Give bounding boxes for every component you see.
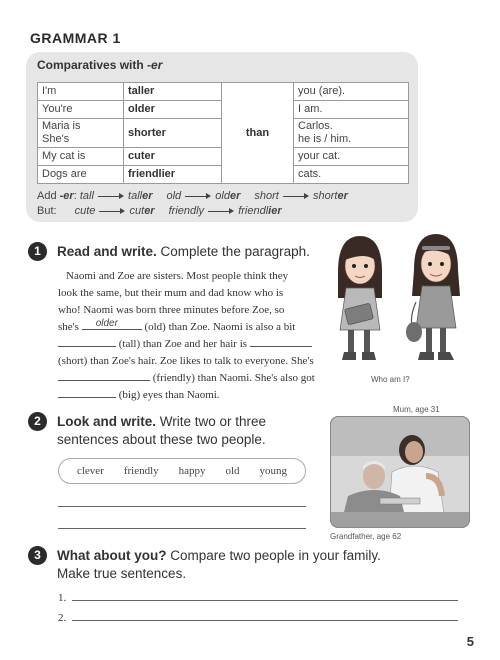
- writing-line[interactable]: [72, 620, 458, 621]
- arrow-icon: [283, 192, 309, 201]
- exercise-number-1: 1: [28, 242, 47, 261]
- word-bank-item: clever: [76, 465, 104, 477]
- subject-cell: My cat is: [38, 148, 124, 166]
- base-adjective: short: [254, 190, 279, 202]
- page-number: 5: [466, 634, 474, 649]
- rule-example: [75, 205, 155, 217]
- item-label-1: 1.: [58, 592, 67, 604]
- girl-right-figure: [406, 234, 460, 360]
- para-line-4: she's older (old) than Zoe. Naomi is also a bit: [58, 318, 296, 333]
- writing-line[interactable]: [58, 506, 306, 507]
- section-heading: GRAMMAR 1: [30, 30, 121, 46]
- photo-caption-grandfather: Grandfather, age 62: [330, 532, 402, 541]
- arrow-icon: [98, 192, 124, 201]
- illustration-caption: Who am I?: [371, 375, 410, 384]
- comparatives-table: [37, 82, 409, 184]
- subject-cell: You're: [38, 101, 124, 119]
- adjective-cell: friendlier: [124, 166, 222, 184]
- para-line-6: (short) than Zoe's hair. Zoe likes to talk to everyone. She's: [58, 355, 314, 367]
- word-bank-item: young: [259, 465, 288, 477]
- base-adjective: tall: [79, 190, 94, 202]
- base-adjective: friendly: [168, 205, 205, 217]
- object-cell: I am.: [294, 101, 409, 119]
- grammar-box-title: Comparatives with -er: [37, 58, 163, 72]
- arrow-icon: [208, 207, 234, 216]
- object-cell: your cat.: [294, 148, 409, 166]
- arrow-icon: [99, 207, 125, 216]
- exercise-number-2: 2: [28, 412, 47, 431]
- exercise-3-instruction: What about you? Compare two people in your family. Make true sentences.: [57, 548, 381, 581]
- para-line-7: (friendly) than Naomi. She's also got: [58, 370, 328, 387]
- family-photo: [330, 416, 470, 528]
- rule-example: [80, 190, 153, 202]
- comparative-ending: ier: [268, 205, 282, 217]
- table-row: [38, 83, 409, 101]
- comparative-ending: er: [337, 190, 348, 202]
- exercise-1-paragraph: [58, 268, 328, 404]
- item-label-2: 2.: [58, 612, 67, 624]
- base-adjective: old: [166, 190, 182, 202]
- comparative-stem: friendl: [238, 205, 269, 217]
- twin-girls-illustration: [330, 232, 480, 372]
- comparative-ending: er: [229, 190, 241, 202]
- comparative-stem: cut: [129, 205, 145, 217]
- exercise-2-instruction: Look and write. Write two or three sentences about these two people.: [57, 414, 267, 447]
- rule-example: [166, 190, 240, 202]
- writing-line[interactable]: [58, 528, 306, 529]
- answer-blank-short[interactable]: [250, 336, 312, 347]
- adjective-cell: cuter: [124, 148, 222, 166]
- girl-left-figure: [338, 236, 382, 360]
- word-bank-item: friendly: [123, 465, 159, 477]
- word-bank-item: old: [225, 465, 240, 477]
- adjective-cell: taller: [124, 83, 222, 101]
- comparative-stem: tall: [128, 190, 143, 202]
- object-cell: cats.: [294, 166, 409, 184]
- comparative-ending: er: [144, 205, 155, 217]
- answer-blank-big[interactable]: [58, 387, 116, 398]
- exercise-number-3: 3: [28, 546, 47, 565]
- base-adjective: cute: [74, 205, 96, 217]
- adjective-cell: older: [124, 101, 222, 119]
- object-cell: you (are).: [294, 83, 409, 101]
- rule-add: Add -er: tall taller old older short shorter: [37, 190, 348, 202]
- word-bank: [58, 458, 306, 484]
- rule-but: But: cute cuter friendly friendlier: [37, 205, 282, 217]
- adjective-cell: shorter: [124, 119, 222, 148]
- comparative-stem: old: [215, 190, 230, 202]
- para-line-5: (tall) than Zoe and her hair is: [58, 336, 328, 353]
- word-bank-item: happy: [178, 465, 206, 477]
- para-line-8: (big) eyes than Naomi.: [58, 387, 328, 404]
- comparative-ending: er: [142, 190, 153, 202]
- para-line-1: Naomi and Zoe are sisters. Most people think they: [66, 270, 289, 282]
- photo-caption-mum: Mum, age 31: [393, 405, 440, 414]
- object-cell: Carlos. he is / him.: [294, 119, 409, 148]
- exercise-1-instruction: Read and write. Complete the paragraph.: [57, 244, 310, 259]
- subject-cell: Dogs are: [38, 166, 124, 184]
- subject-cell: Maria is She's: [38, 119, 124, 148]
- writing-line[interactable]: [72, 600, 458, 601]
- answer-blank-example[interactable]: older: [82, 319, 142, 330]
- para-line-2: look the same, but their mum and dad know who is: [58, 287, 284, 299]
- subject-cell: I'm: [38, 83, 124, 101]
- para-line-3: who! Naomi was born three minutes before Zoe, so: [58, 304, 285, 316]
- answer-blank-tall[interactable]: [58, 336, 116, 347]
- than-cell: than: [222, 83, 294, 184]
- arrow-icon: [185, 192, 211, 201]
- answer-blank-friendly[interactable]: [58, 370, 150, 381]
- rule-example: [254, 190, 347, 202]
- comparative-stem: short: [312, 190, 338, 202]
- rule-example: [169, 205, 282, 217]
